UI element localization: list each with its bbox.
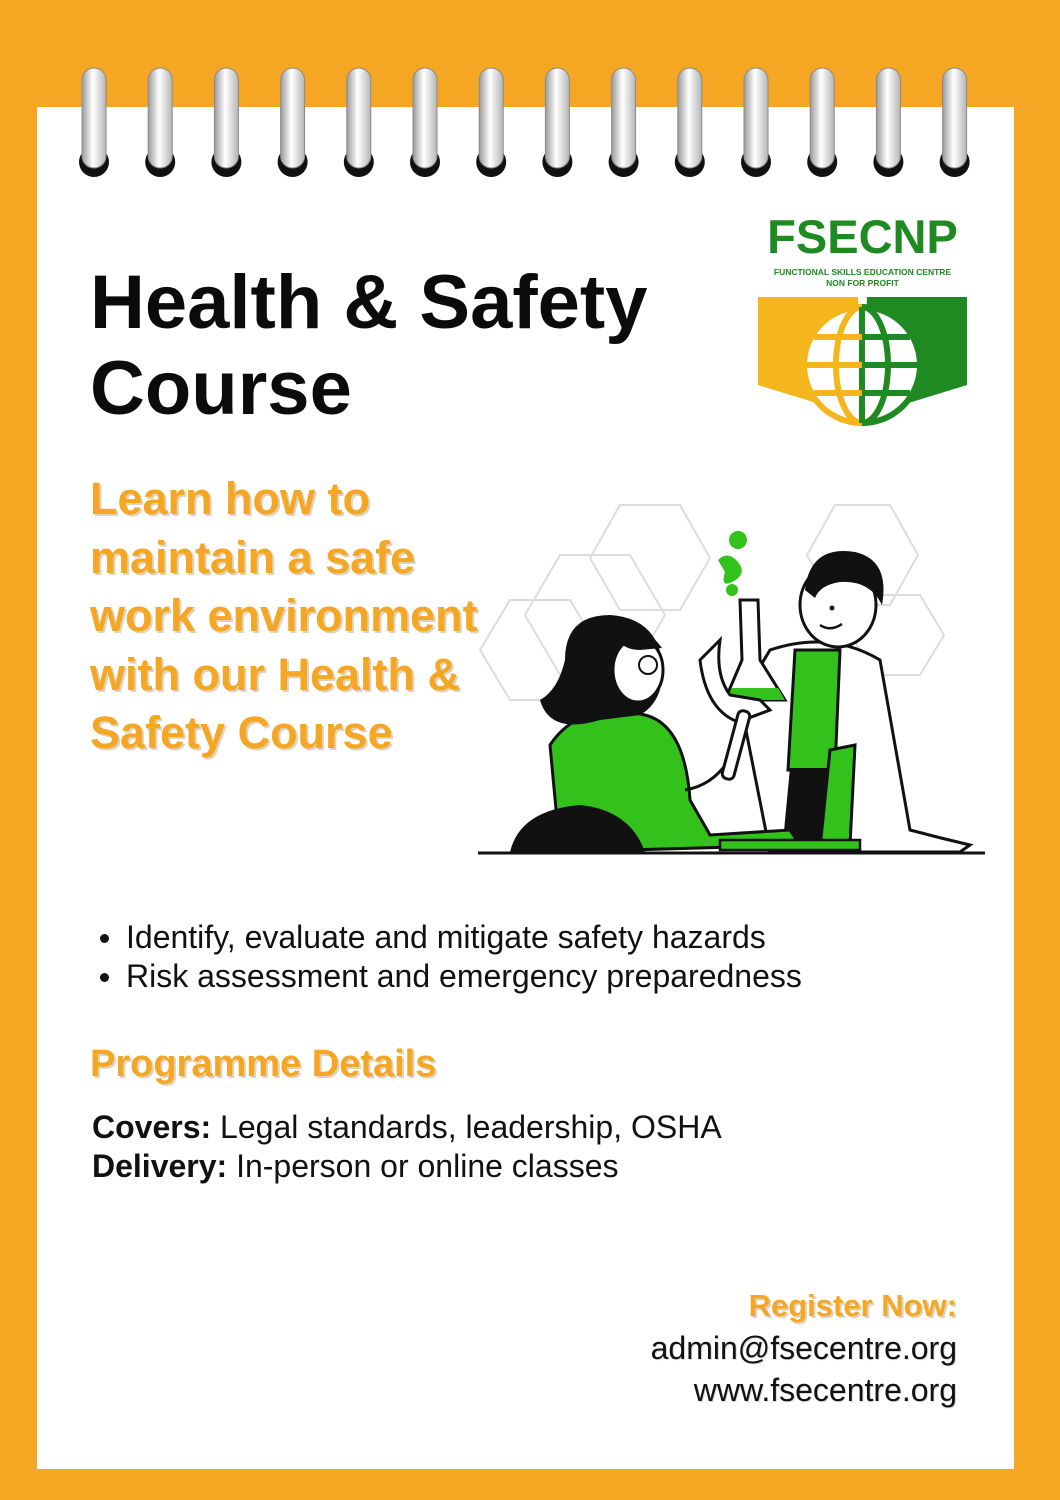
list-item: Risk assessment and emergency preparedness [92,957,802,996]
binding-ring [413,68,437,168]
register-block [651,1285,957,1411]
binding-ring [943,68,967,168]
logo-name: FSECNP [767,210,958,263]
binding-ring [214,68,238,168]
binding-ring [148,68,172,168]
fsecnp-logo [750,205,975,440]
covers-line [92,1109,722,1146]
lab-scientists-illustration [470,500,1000,870]
logo-subtitle-line1: FUNCTIONAL SKILLS EDUCATION CENTRE [773,267,952,277]
tagline: Learn how to maintain a safe work environment with our Health & Safety Course [90,473,478,758]
covers-label: Covers: [92,1109,212,1145]
feature-list [92,918,802,996]
binding-ring [545,68,569,168]
binding-ring [810,68,834,168]
register-email[interactable]: admin@fsecentre.org [650,1330,957,1366]
delivery-line [92,1148,619,1185]
spiral-binding [0,0,1060,200]
globe-book-icon [750,291,975,439]
register-website[interactable]: www.fsecentre.org [693,1372,957,1408]
logo-subtitle-line2: NON FOR PROFIT [826,278,899,288]
covers-value: Legal standards, leadership, OSHA [220,1109,722,1145]
list-item: Identify, evaluate and mitigate safety hazards [92,918,802,957]
binding-ring [479,68,503,168]
binding-ring [281,68,305,168]
delivery-label: Delivery: [92,1148,228,1184]
binding-ring [876,68,900,168]
programme-details-heading: Programme Details [90,1043,437,1085]
binding-ring [744,68,768,168]
register-heading: Register Now: [748,1288,957,1323]
binding-ring [347,68,371,168]
binding-ring [82,68,106,168]
binding-ring [678,68,702,168]
page-title: Health & Safety Course [90,260,648,431]
delivery-value: In-person or online classes [236,1148,619,1184]
binding-ring [612,68,636,168]
